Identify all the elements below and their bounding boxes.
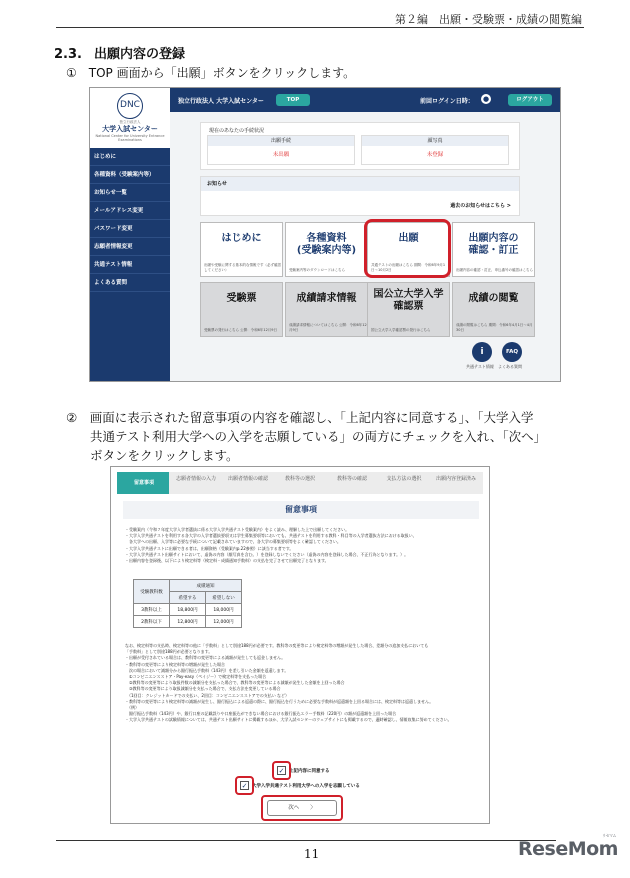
fee-head-corner: 受験教科数 — [134, 580, 170, 604]
tile-intro[interactable] — [200, 222, 283, 277]
notes-line: ①コンビニエンスストア・Pay-easy（ペイジー）で検定料等を支払った場合 — [125, 674, 267, 680]
progress-steps — [117, 472, 485, 494]
agree-checkbox[interactable]: ✓ — [278, 767, 285, 775]
last-login: 前回ログイン日時： — [420, 98, 474, 105]
tile-ticket-title: 受験票 — [226, 293, 257, 304]
notes-page-screenshot — [110, 466, 490, 824]
fee-row-yes: 12,800円 — [170, 616, 206, 628]
tile-apply-title: 出願 — [398, 233, 419, 244]
fee-head-yes: 希望する — [170, 592, 206, 604]
notes-line: ・大学入学共通テスト出願サイトにおいて、虚偽の内容（顔写真を含む。）を登録しないでください（虚偽の内容を登録した場合、不正行為となります。）。 — [125, 551, 409, 557]
notes-line: （例） — [125, 705, 139, 711]
notes-line: ②教科等の変更等により取扱件数の減額分を支払った場合で、教科等の変更等による減額が発生した金額を上回った場合 — [125, 680, 345, 686]
fee-row-yes: 18,800円 — [170, 604, 206, 616]
tile-confirm-note: 出願内容の確認・訂正、申込番号の確認はこちら — [456, 268, 533, 272]
next-button[interactable]: 次へ 〉 — [267, 800, 337, 816]
logo-name: 大学入試センター — [102, 125, 158, 133]
chapter-header: 第２編 出願・受験票・成績の閲覧編 — [395, 13, 582, 26]
watermark-logo — [518, 833, 618, 860]
page-number: 11 — [304, 847, 320, 861]
notes-line: 「手数料」として別途188円が必要となります。 — [125, 649, 213, 655]
info-icon-label: 共通テスト情報 — [466, 364, 494, 369]
faq-icon-label: よくある質問 — [498, 364, 522, 369]
status-application-head: 出願手続 — [208, 136, 354, 146]
news-panel — [200, 176, 520, 216]
status-application — [207, 135, 355, 165]
fee-row-no: 18,000円 — [206, 604, 242, 616]
agree-label: 上記内容に同意する — [289, 769, 330, 774]
highlight-agree-checkbox — [272, 761, 291, 780]
step-check: 出願者情報の確認 — [221, 472, 275, 494]
sidebar-item-faq[interactable]: よくある質問 — [90, 274, 170, 292]
tile-documents-title2: (受験案内等) — [296, 245, 357, 256]
step-2-line-3: ボタンをクリックします。 — [90, 448, 239, 463]
tile-intro-title: はじめに — [221, 233, 262, 244]
watermark-text: ReseMom — [518, 838, 618, 860]
tile-score-request-title: 成績請求情報 — [296, 293, 357, 304]
fee-row-label: 2教科以下 — [134, 616, 170, 628]
tile-confirm-title: 出願内容の — [468, 233, 519, 244]
tile-admission-ticket[interactable] — [200, 282, 283, 337]
tile-confirm-title2: 確認・訂正 — [468, 245, 519, 256]
step-payment: 支払方法の選択 — [377, 472, 431, 494]
info-icon[interactable]: i — [472, 342, 492, 362]
highlight-next-button — [261, 795, 343, 821]
notes-line: なお、検定料等の支払時、検定料等の他に「手数料」として別途188円が必要です。教科等の変更等により検定料等の増額が発生した場合、差額分の追加支払においても — [125, 643, 429, 648]
intend-label: 大学入学共通テスト利用大学への入学を志願している — [252, 784, 360, 789]
logout-button[interactable]: ログアウト — [508, 94, 552, 106]
status-photo-head: 顔写真 — [362, 136, 508, 146]
top-bar-title: 独立行政法人 大学入試センター — [178, 98, 264, 105]
tile-score-request-note: 成績請求情報についてはこちら 公開：令和6年12月9日 — [289, 323, 367, 332]
section-title — [54, 43, 185, 62]
notes-line: 次の場合において減額分から銀行振込手数料（143円）を差し引いた金額を返還します。 — [125, 667, 289, 673]
section-title-text: 出願内容の登録 — [93, 47, 185, 62]
step-1-text: ① TOP 画面から「出願」ボタンをクリックします。 — [66, 66, 356, 80]
sidebar-item-password[interactable]: パスワード変更 — [90, 220, 170, 238]
notes-line: ・大学入学共通テストを利用する各大学の入学者選抜要項又は学生募集要項等においても、共通テストを利用する教科・科目等の入学者選抜方法における取扱い、 — [125, 533, 417, 539]
sidebar-item-intro[interactable]: はじめに — [90, 148, 170, 166]
status-panel — [200, 122, 520, 170]
tile-score-view-title: 成績の閲覧 — [468, 293, 519, 304]
highlight-apply-button — [364, 219, 451, 278]
notes-line: ・出願が受付されている場合は、教科等の変更等による減額が発生しても返金しません。 — [125, 655, 286, 661]
news-head: お知らせ — [201, 177, 519, 191]
notes-line: ・教科等の変更等により検定料等の増額が発生した場合 — [125, 661, 225, 667]
step-2-line-1: ② 画面に表示された留意事項の内容を確認し、「上記内容に同意する」、「大学入学 — [66, 410, 534, 425]
section-number: 2.3. — [54, 47, 82, 62]
notes-line: ③教科等の変更等により取扱減額分を支払った場合で、支払方法を変更している場合 — [125, 686, 281, 692]
tile-intro-note: 出願や受験に関する基本的な情報です（必ず確認してください） — [204, 263, 281, 272]
fee-row-no: 12,000円 — [206, 616, 242, 628]
top-bar — [170, 88, 560, 112]
notes-line: ・教科等の変更等により検定料等の減額が発生し、銀行振込による返還の際に、銀行振込を行うために必要な手数料が返還額を上回る場合には、検定料等は返還しません。 — [125, 698, 434, 704]
tile-confirm[interactable] — [452, 222, 535, 277]
notes-title: 留意事項 — [123, 501, 479, 519]
top-page-screenshot — [89, 87, 561, 382]
notes-line: ・受験案内（令和７年度大学入学者選抜に係る大学入学共通テスト受験案内）をよく読み、理解した上で出願してください。 — [125, 527, 350, 532]
step-input: 志願者情報の入力 — [169, 472, 223, 494]
logo-sub: 独立行政法人 — [119, 120, 141, 124]
tile-score-request[interactable] — [285, 282, 368, 337]
tile-score-view-note: 成績の閲覧はこちら 期間：令和6年4月1日〜4月30日 — [456, 323, 533, 332]
status-application-value: 未出願 — [272, 152, 290, 158]
notes-line: 各大学への出願、入学等に必要な手続について記載されていますので、各大学の募集要項等をよく確認してください。 — [125, 539, 341, 545]
tile-apply-note: 共通テストの出願はこちら 期間：令和6年9月1日〜10月2日 — [371, 263, 446, 272]
footer-rule — [56, 840, 556, 841]
sidebar-item-applicant[interactable]: 志願者情報変更 — [90, 238, 170, 256]
step-done: 出願内容登録済み — [429, 472, 483, 494]
header-rule — [56, 27, 584, 28]
table-row — [134, 616, 242, 628]
step-subjects-check: 教科等の確認 — [325, 472, 379, 494]
tile-documents[interactable] — [285, 222, 368, 277]
tile-score-view[interactable] — [452, 282, 535, 337]
step-subjects: 教科等の選択 — [273, 472, 327, 494]
step-2-line-2: 共通テスト利用大学への入学を志願している」の両方にチェックを入れ、「次へ」 — [90, 429, 547, 444]
sidebar-item-test-info[interactable]: 共通テスト情報 — [90, 256, 170, 274]
fee-head-no: 希望しない — [206, 592, 242, 604]
fee-row-label: 3教科以上 — [134, 604, 170, 616]
logo — [90, 88, 170, 148]
sidebar-item-documents[interactable]: 各種資料（受験案内等） — [90, 166, 170, 184]
table-row — [134, 604, 242, 616]
notes-line: ・出願内容を登録後、以下により検定料等（検定料・成績通知手数料）の支払を完了させて出願完了となります。 — [125, 558, 329, 564]
status-label: 現在のあなたの手続状況 — [209, 128, 265, 134]
notes-rest — [125, 643, 479, 724]
highlight-intend-checkbox — [235, 776, 254, 795]
sidebar — [90, 148, 170, 381]
notes-line: 銀行振込手数料（143円）や、銀行口座の記載誤りや口座振込ができない場合における銀行振込エラー手数料（220円）の額が返還額を上回った場合 — [125, 711, 397, 717]
user-icon[interactable]: ● — [482, 95, 490, 103]
status-photo — [361, 135, 509, 165]
sidebar-item-email[interactable]: メールアドレス変更 — [90, 202, 170, 220]
sidebar-item-news[interactable]: お知らせ一覧 — [90, 184, 170, 202]
tile-documents-note: 受験案内等のダウンロードはこちら — [289, 268, 345, 272]
watermark-sub: リセマム — [602, 833, 616, 838]
tile-ticket-note: 受験票の発行はこちら 公開：令和6年12月9日 — [204, 328, 278, 332]
tile-documents-title: 各種資料 — [306, 233, 347, 244]
faq-icon[interactable]: FAQ — [502, 342, 522, 362]
step-notes: 留意事項 — [117, 472, 171, 494]
notes-line: ・大学入学共通テストの試験情報については、共通テスト出願サイトに掲載するほか、大学入試センターのウェブサイトにも掲載するので、適時確認し、情報収集に努めてください。 — [125, 717, 452, 723]
logo-mark-icon: DNC — [117, 93, 143, 119]
notes-line: ・大学入学共通テストに出願できる者は、出願資格（受験案内p.22参照）に該当する者です。 — [125, 545, 294, 551]
notes-body — [125, 527, 479, 564]
fee-table — [133, 579, 242, 628]
tile-national-univ-title2: 確認票 — [393, 301, 424, 312]
tile-national-univ[interactable] — [367, 282, 450, 337]
top-button[interactable]: TOP — [276, 94, 310, 106]
fee-head-group: 成績通知 — [170, 580, 242, 592]
tile-national-univ-note: 国公立大学入学確認票の発行はこちら — [371, 328, 431, 332]
intend-checkbox[interactable]: ✓ — [241, 782, 248, 790]
status-photo-value: 未登録 — [426, 152, 444, 158]
news-more-link[interactable]: 過去のお知らせはこちら > — [450, 203, 511, 209]
step-2-text — [66, 408, 586, 465]
notes-line: （1回目：クレジットカードでの支払い、2回目：コンビニエンスストアでの支払い など） — [125, 692, 290, 698]
logo-english: National Center for University Entrance Examinations — [95, 134, 165, 142]
tile-national-univ-title: 国公立大学入学 — [373, 289, 444, 300]
